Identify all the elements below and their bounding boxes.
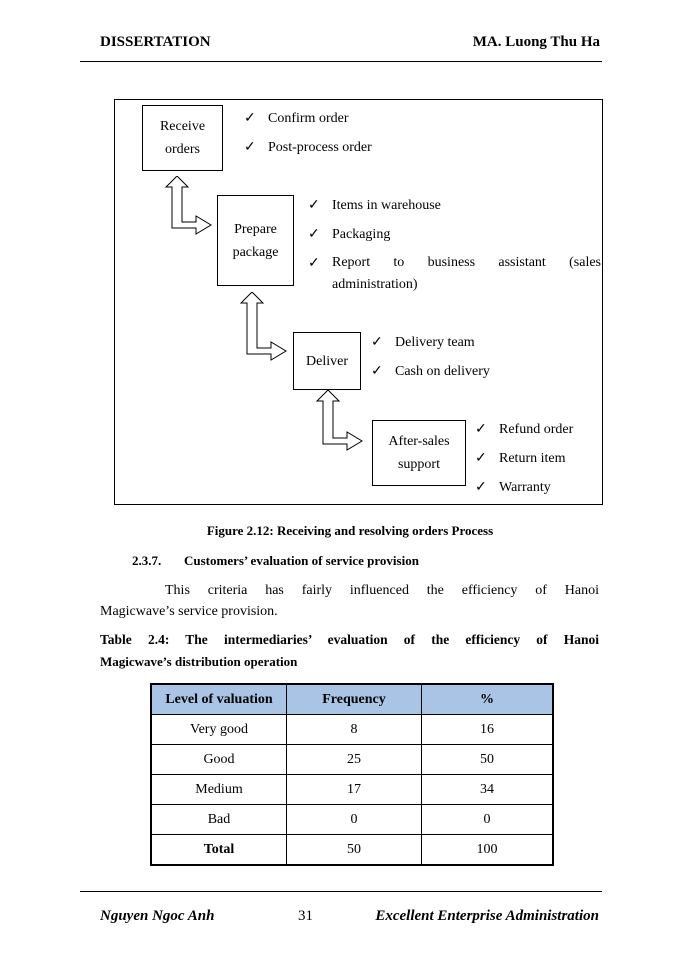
step-label: support xyxy=(397,457,440,472)
checklist-item: ✓ Refund order xyxy=(475,422,574,437)
table-caption-line: Table 2.4: The intermediaries’ evaluation of the efficiency of Hanoi xyxy=(100,632,599,647)
paragraph-line: Magicwave’s service provision. xyxy=(100,604,278,619)
table-row xyxy=(151,715,553,745)
checklist-item-continued: administration) xyxy=(332,277,418,292)
table-row xyxy=(151,775,553,805)
checklist-item: ✓ Delivery team xyxy=(371,335,475,350)
table-cell: 25 xyxy=(287,745,422,775)
checkmark-icon: ✓ xyxy=(475,451,487,466)
header-left: DISSERTATION xyxy=(100,34,211,50)
step-label: orders xyxy=(165,142,200,157)
table-row xyxy=(151,805,553,835)
table-cell: Bad xyxy=(151,805,287,835)
table-total-row xyxy=(151,835,553,866)
footer-rule xyxy=(80,891,602,892)
header-rule xyxy=(80,61,602,62)
column-header: Frequency xyxy=(287,684,422,715)
table-cell: Very good xyxy=(151,715,287,745)
table-cell: 50 xyxy=(422,745,554,775)
section-number: 2.3.7. xyxy=(132,553,162,568)
step-box-receive-orders xyxy=(142,105,223,171)
table-header-row xyxy=(151,684,553,715)
page-number: 31 xyxy=(298,908,313,924)
checkmark-icon: ✓ xyxy=(308,227,320,242)
step-label: Prepare xyxy=(234,221,277,237)
column-header: % xyxy=(422,684,554,715)
step-label: Deliver xyxy=(306,353,348,369)
table-cell: 50 xyxy=(287,835,422,866)
figure-caption: Figure 2.12: Receiving and resolving orders Process xyxy=(206,523,494,538)
footer-author: Nguyen Ngoc Anh xyxy=(100,908,215,924)
table-row xyxy=(151,745,553,775)
flow-arrow-icon xyxy=(235,292,287,362)
checklist-item: ✓ Packaging xyxy=(308,227,391,242)
checklist-item: ✓ Warranty xyxy=(475,480,551,495)
checklist-item: ✓ Cash on delivery xyxy=(371,364,490,379)
checkmark-icon: ✓ xyxy=(475,422,487,437)
checkmark-icon: ✓ xyxy=(371,364,383,379)
flow-arrow-icon xyxy=(160,176,212,236)
table-caption-line: Magicwave’s distribution operation xyxy=(100,654,298,669)
flow-arrow-icon xyxy=(311,390,363,452)
footer-program: Excellent Enterprise Administration xyxy=(375,908,599,924)
table-cell: 17 xyxy=(287,775,422,805)
step-box-after-sales-support xyxy=(372,420,466,486)
checklist-item: ✓ Report to business assistant (sales xyxy=(308,255,601,271)
checklist-item: ✓ Post-process order xyxy=(244,140,372,155)
section-title: Customers’ evaluation of service provision xyxy=(184,553,419,568)
checkmark-icon: ✓ xyxy=(308,198,320,213)
checkmark-icon: ✓ xyxy=(244,111,256,126)
table-cell: Good xyxy=(151,745,287,775)
paragraph-line: This criteria has fairly influenced the efficiency of Hanoi xyxy=(165,583,599,598)
table-cell: 0 xyxy=(287,805,422,835)
step-label: After-sales xyxy=(388,434,450,449)
table-cell: 8 xyxy=(287,715,422,745)
table-cell: 0 xyxy=(422,805,554,835)
step-box-prepare-package xyxy=(217,195,294,286)
checklist-item: ✓ Items in warehouse xyxy=(308,198,441,213)
table-cell: Medium xyxy=(151,775,287,805)
checkmark-icon: ✓ xyxy=(371,335,383,350)
table-cell: Total xyxy=(151,835,287,866)
step-box-deliver xyxy=(293,332,361,390)
checkmark-icon: ✓ xyxy=(308,256,320,271)
figure-frame-bottom xyxy=(114,504,602,505)
step-label: package xyxy=(232,244,279,260)
valuation-table xyxy=(150,683,554,866)
checklist-item: ✓ Confirm order xyxy=(244,111,349,126)
table-cell: 34 xyxy=(422,775,554,805)
checkmark-icon: ✓ xyxy=(244,140,256,155)
checklist-item: ✓ Return item xyxy=(475,451,566,466)
table-cell: 16 xyxy=(422,715,554,745)
table-cell: 100 xyxy=(422,835,554,866)
column-header: Level of valuation xyxy=(151,684,287,715)
checkmark-icon: ✓ xyxy=(475,480,487,495)
step-label: Receive xyxy=(159,119,206,134)
header-right: MA. Luong Thu Ha xyxy=(472,34,600,50)
